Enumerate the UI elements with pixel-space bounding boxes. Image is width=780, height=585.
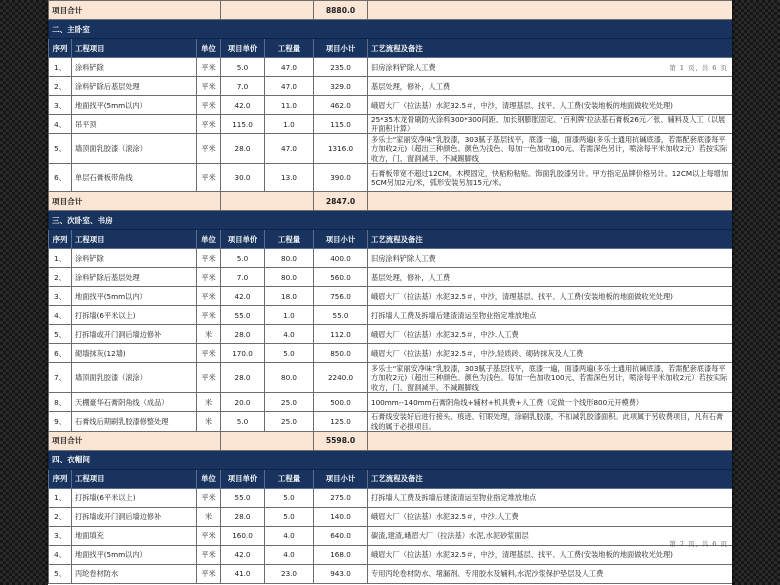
col-subtotal: 项目小计 [314, 39, 368, 58]
column-header-row [49, 39, 733, 58]
section-title: 三、次卧室、书房 [49, 211, 733, 230]
table-row: 4、 吊平顶 平米 115.0 1.0 115.0 25*35木龙骨刷防火涂料300*300间距、加长钢膨胀固定、‘百利牌’拉法基石膏板26元／张、辅料及人工（以展开面积计算） [49, 115, 733, 134]
table-row: 3、 地面填充 平米 160.0 4.0 640.0 碳渣,建渣,峨眉大厂（拉法基）水泥,水泥砂浆面层 [49, 526, 733, 545]
page-number-mark: 第 1 页, 共 6 页 [669, 64, 728, 72]
table-row: 2、 打拆墙或开门洞后墙边修补 米 28.0 5.0 140.0 峨眉大厂（拉法基）水泥32.5＃，中沙.人工费 [49, 507, 733, 526]
total-label: 项目合计 [49, 431, 221, 450]
total-value: 5598.0 [314, 431, 368, 450]
section-total-row [49, 431, 733, 450]
table-row: 1、 涂料铲除 平米 5.0 80.0 400.0 旧房涂料铲除人工费 [49, 249, 733, 268]
table-row: 9、 石膏线后期刷乳胶漆修整处理 米 5.0 25.0 125.0 石膏线安装好后进行接头、痕迹、钉眼处理，涂刷乳胶漆，不扣减乳胶漆面积。此项属于另收费项目，凡有石膏线的属于必报项目。 [49, 412, 733, 431]
table-row: 2、 涂料铲除后基层处理 平米 7.0 80.0 560.0 基层处理，修补，人工费 [49, 268, 733, 287]
col-seq: 序列 [49, 39, 72, 58]
table-row: 2、 涂料铲除后基层处理 平米 7.0 47.0 329.0 基层处理，修补，人工费 [49, 77, 733, 96]
table-row: 6、 砌墙抹灰(12墙) 平米 170.0 5.0 850.0 峨眉大厂（拉法基）水泥32.5＃，中沙,轻质砖、砌砖抹灰及人工费 [49, 344, 733, 363]
column-header-row: 序列 工程项目 单位 项目单价 工程量 项目小计 工艺流程及备注 [49, 469, 733, 488]
quote-table [48, 0, 732, 584]
table-row: 4、 打拆墙(6平米以上) 平米 55.0 1.0 55.0 打拆墙人工费及拆墙后建渣清运至物业指定堆放地点 [49, 306, 733, 325]
section-total-row [49, 192, 733, 211]
table-row: 8、 天棚豪华石膏阴角线（成品） 米 20.0 25.0 500.0 100mm--140mm石膏阴角线+辅材+机具费+人工费（定做一个线形800元开模费） [49, 393, 733, 412]
table-row: 5、 丙纶卷材防水 平米 41.0 23.0 943.0 专用丙纶卷材防水、堵漏剂、专用胶水及辅料,水泥沙浆保护垫层及人工费 [49, 564, 733, 583]
col-item: 工程项目 [72, 39, 197, 58]
total-value: 2847.0 [314, 192, 368, 211]
section-header-cloakroom [49, 450, 733, 469]
section-header-second-bedroom [49, 211, 733, 230]
table-row: 6、 单层石膏板带角线 平米 30.0 13.0 390.0 石膏板带宽不超过12CM。木楔固定，快粘粉粘贴。饰面乳胶漆另计。甲方指定品牌价格另计。12CM以上每增加5CM另加2元/米，弧形安装另加15元/米。 [49, 164, 733, 192]
section-header-master-bedroom [49, 20, 733, 39]
prev-section-total-row [49, 1, 733, 20]
total-value: 8880.0 [314, 1, 368, 20]
col-qty: 工程量 [265, 39, 314, 58]
table-row: 3、 地面找平(5mm以内） 平米 42.0 11.0 462.0 峨眉大厂（拉法基）水泥32.5＃，中沙，清理基层、找平、人工费(安装地板的地面做收光处理) [49, 96, 733, 115]
column-header-row: 序列 工程项目 单位 项目单价 工程量 项目小计 工艺流程及备注 [49, 230, 733, 249]
section-title: 二、主卧室 [49, 20, 733, 39]
table-row: 1、 打拆墙(6平米以上) 平米 55.0 5.0 275.0 打拆墙人工费及拆墙后建渣清运至物业指定堆放地点 [49, 488, 733, 507]
section-title: 四、衣帽间 [49, 450, 733, 469]
col-notes: 工艺流程及备注 [368, 39, 732, 58]
page-number-mark: 第 2 页, 共 6 页 [669, 540, 728, 548]
table-row: 7、 墙顶面乳胶漆（滚涂） 平米 28.0 80.0 2240.0 多乐士“家丽安净味”乳胶漆，303腻子基层找平，底漆一遍，面漆两遍(多乐士通用抗碱底漆，若需配套底漆每平方加收2元)（超出三种颜色、颜色为浅色、每加一色加收100元、若需深色另计，喷涂每平米加收2元）若按实际收方，门、窗洞减半、不减踢脚线 [49, 363, 733, 393]
table-row: 1、 涂料铲除 平米 5.0 47.0 235.0 旧房涂料铲除人工费 [49, 58, 733, 77]
table-row: 4、 地面找平(5mm以内） 平米 42.0 4.0 168.0 峨眉大厂（拉法基）水泥32.5＃，中沙，清理基层、找平、人工费(安装地板的地面做收光处理) [49, 545, 733, 564]
quote-sheet [48, 0, 732, 585]
table-row: 5、 打拆墙或开门洞后墙边修补 米 28.0 4.0 112.0 峨眉大厂（拉法基）水泥32.5＃，中沙.人工费 [49, 325, 733, 344]
table-row: 3、 地面找平(5mm以内） 平米 42.0 18.0 756.0 峨眉大厂（拉法基）水泥32.5＃，中沙，清理基层、找平、人工费(安装地板的地面做收光处理) [49, 287, 733, 306]
table-row: 5、 墙顶面乳胶漆（滚涂） 平米 28.0 47.0 1316.0 多乐士“家丽安净味”乳胶漆，303腻子基层找平，底漆一遍，面漆两遍(多乐士通用抗碱底漆，若需配套底漆每平方加收2元)（超出三种颜色、颜色为浅色、每加一色加收100元、若需深色另计，喷涂每平米加收2元）若按实际收方，门、窗洞减半、不减踢脚线 [49, 134, 733, 164]
col-unit: 单位 [197, 39, 221, 58]
total-label: 项目合计 [49, 192, 221, 211]
total-label: 项目合计 [49, 1, 221, 20]
col-price: 项目单价 [221, 39, 265, 58]
